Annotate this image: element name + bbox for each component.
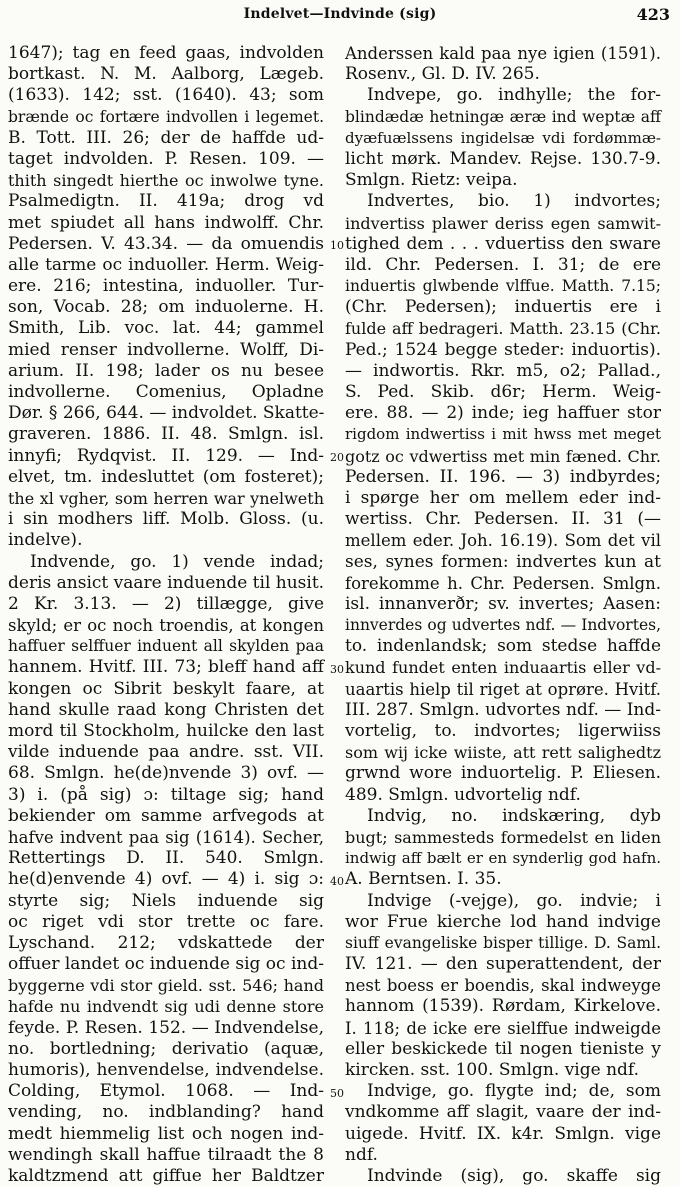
text-line: bugt; sammesteds formedelst en liden [345,827,661,847]
text-line: brænde oc fortære indvollen i legemet. [8,107,324,126]
text-line: fulde aff bedrageri. Matth. 23.15 (Chr. [345,319,661,339]
text-line: S. Ped. Skib. d6r; Herm. Weig- [345,382,661,402]
running-head: Indelvet—Indvinde (sig) [243,6,437,22]
text-line: Indvige (-vejge), go. indvie; i [367,890,661,911]
text-line: 2 Kr. 3.13. — 2) tillægge, give [8,593,324,614]
text-line: elvet, tm. indesluttet (om fosteret); [8,466,324,487]
text-line: vilde induende paa andre. sst. VII. [8,742,324,763]
text-line: Indvig, no. indskæring, dyb [367,805,661,826]
text-line: Colding, Etymol. 1068. — Ind- [8,1081,324,1102]
line-number: 40 [330,874,344,888]
text-line: rigdom indwertiss i mit hwss met meget [345,425,661,444]
text-line: tighed dem . . . vduertiss den sware [345,233,661,254]
text-line: to. indenlandsk; som stedse haffde [345,636,661,657]
text-line: no. bortledning; derivatio (aquæ, [8,1038,324,1059]
text-line: Indvertes, bio. 1) indvortes; [367,191,661,212]
text-line: offuer landet oc induende sig oc ind- [8,954,324,975]
text-line: son, Vocab. 28; om induolerne. H. [8,297,324,318]
text-line: ses, synes formen: indvertes kun at [345,551,661,572]
text-line: 489. Smlgn. udvortelig ndf. [345,784,581,805]
text-line: wendingh skall haffue tilraadt the 8 [8,1144,324,1165]
text-line: hannem. Hvitf. III. 73; bleff hand aff [8,657,324,678]
text-line: wertiss. Chr. Pedersen. II. 31 (— [345,509,661,530]
text-line: mied renser indvollerne. Wolff, Di- [8,339,324,360]
text-line: Indvinde (sig), go. skaffe sig [367,1165,661,1186]
text-line: grwnd wore induortelig. P. Eliesen. [345,763,661,784]
text-line: i sin modhers liff. Molb. Gloss. (u. [8,509,324,530]
text-line: Dør. § 266, 644. — indvoldet. Skatte- [8,403,325,424]
text-line: uaartis hielp til riget at oprøre. Hvitf. [345,679,661,699]
text-line: deris ansict vaare induende til husit. [8,572,325,593]
text-line: thith singedt hierthe oc inwolwe tyne. [8,171,324,191]
text-line: mellem eder. Joh. 16.19). Som det vil [345,531,661,551]
page-number: 423 [636,5,670,24]
text-line: he(d)envende 4) ovf. — 4) i. sig ɔ: [8,869,324,890]
text-line: graveren. 1886. II. 48. Smlgn. isl. [8,424,324,445]
text-line: Ped.; 1524 begge steder: induortis). [345,339,661,360]
text-line: styrte sig; Niels induende sig [8,890,324,911]
text-line: (Chr. Pedersen); induertis ere i [345,297,661,318]
text-line: i spørge her om mellem eder ind- [345,487,661,508]
text-line: indvertiss plawer deriss egen samwit- [345,213,661,233]
text-line: III. 287. Smlgn. udvortes ndf. — Ind- [345,699,661,720]
text-line: Pedersen. II. 196. — 3) indbyrdes; [345,466,661,487]
text-line: A. Berntsen. I. 35. [345,869,502,890]
text-line: kaldtzmend att giffue her Baldtzer [8,1165,324,1186]
text-line: 3) i. (på sig) ɔ: tiltage sig; hand [8,784,324,805]
text-line: indwig aff bælt er en synderlig god hafn. [345,849,661,868]
text-line: Rettertings D. II. 540. Smlgn. [8,848,324,869]
text-line: I. 118; de icke ere sielffue indweigde [345,1018,661,1038]
text-line: — indwortis. Rkr. m5, o2; Pallad., [345,360,661,381]
line-number: 10 [330,238,344,252]
text-line: vending, no. indblanding? hand [8,1102,324,1123]
text-line: Indvige, go. flygte ind; de, som [367,1081,661,1102]
text-line: oc riget vdi stor trette oc fare. [8,911,324,932]
text-line: ndf. [345,1144,378,1165]
text-line: licht mørk. Mandev. Rejse. 130.7-9. [345,148,661,169]
text-line: ere. 216; intestina, induoller. Tur- [8,276,324,297]
right-column [345,43,661,1187]
text-line: bekiender om samme arfvegods at [8,805,324,826]
text-line: 68. Smlgn. he(de)nvende 3) ovf. — [8,763,324,784]
text-line: Anderssen kald paa nye igien (1591). [345,44,661,63]
text-line: uigede. Hvitf. IX. k4r. Smlgn. vige [345,1123,661,1144]
text-line: the xl vgher, som herren war ynelweth [8,488,324,508]
text-line: Smlgn. Rietz: veipa. [345,170,518,191]
text-line: induertis glwbende vlffue. Matth. 7.15; [345,277,661,296]
text-line: kund fundet enten induaartis eller vd- [345,658,661,678]
text-line: 1647); tag en feed gaas, indvolden [8,43,324,63]
text-line: Rosenv., Gl. D. IV. 265. [345,64,540,85]
text-line: siuff evangeliske bisper tillige. D. Saml. [345,933,661,952]
text-line: arium. II. 198; lader os nu besee [8,360,324,381]
page-header [0,0,680,34]
text-line: humoris), henvendelse, indvendelse. [8,1060,324,1080]
text-line: IV. 121. — den superattendent, der [345,954,661,975]
text-line: Smith, Lib. voc. lat. 44; gammel [8,318,324,339]
text-line: B. Tott. III. 26; der de haffde ud- [8,127,324,148]
text-line: Indvepe, go. indhylle; the for- [367,85,661,106]
text-line: som wij icke wiiste, att rett salighedtz [345,743,661,763]
text-line: gotz oc vdwertiss met min fæned. Chr. [345,446,661,466]
line-number: 30 [330,662,344,676]
text-line: met spiudet all hans indwolff. Chr. [8,212,324,233]
text-line: hafde nu indvendt sig udi denne store [8,997,324,1017]
text-line: kongen oc Sibrit beskylt faare, at [8,678,324,699]
text-line: nest boess er boendis, skal indweyge [345,976,661,996]
text-line: hannom (1539). Rørdam, Kirkelove. [345,996,661,1017]
text-line: wor Frue kierche lod hand indvige [345,911,661,932]
text-line: blindædæ hetningæ æræ ind weptæ aff [345,107,661,126]
text-line: isl. innanverðr; sv. invertes; Aasen: [345,593,661,614]
text-line: taget indvolden. P. Resen. 109. — [8,148,324,169]
text-line: ild. Chr. Pedersen. I. 31; de ere [345,254,661,275]
text-line: vortelig, to. indvortes; ligerwiiss [345,721,661,741]
text-line: alle tarme oc induoller. Herm. Weig- [8,254,324,275]
text-line: innverdes og udvertes ndf. — Indvortes, [345,616,661,635]
text-line: hafve indvent paa sig (1614). Secher, [8,827,324,847]
text-line: Pedersen. V. 43.34. — da omuendis [8,233,324,254]
text-line: Psalmedigtn. II. 419a; drog vd [8,191,324,212]
text-line: forekomme h. Chr. Pedersen. Smlgn. [345,573,661,593]
text-line: Indvende, go. 1) vende indad; [30,551,324,572]
text-line: ere. 88. — 2) inde; ieg haffuer stor [345,403,661,424]
text-line: indelve). [8,530,83,551]
text-line: hand skulle raad kong Christen det [8,699,324,720]
text-line: innyfi; Rydqvist. II. 129. — Ind- [8,445,324,466]
text-line: medt hiemmelig list och nogen ind- [8,1123,324,1144]
text-line: (1633). 142; sst. (1640). 43; som [8,85,324,106]
left-column [8,43,324,1187]
text-line: eller beskickede til nogen tieniste y [345,1038,661,1059]
text-line: dyæfuælssens ingidelsæ vdi fordømmæ- [345,128,661,147]
text-line: feyde. P. Resen. 152. — Indvendelse, [8,1017,324,1038]
line-number: 20 [330,450,344,464]
text-line: skyld; er oc noch troendis, at kongen [8,616,324,636]
text-line: kircken. sst. 100. Smlgn. vige ndf. [345,1060,639,1080]
line-number: 50 [330,1086,344,1100]
text-line: indvollerne. Comenius, Opladne [8,382,324,402]
text-line: Lyschand. 212; vdskattede der [8,932,324,953]
text-line: byggerne vdi stor gield. sst. 546; hand [8,976,324,996]
text-line: bortkast. N. M. Aalborg, Lægeb. [8,64,324,85]
text-line: mord til Stockholm, huilcke den last [8,721,324,741]
text-line: vndkomme aff slagit, vaare der ind- [345,1102,661,1123]
text-line: haffuer selffuer induent all skylden paa [8,637,324,656]
